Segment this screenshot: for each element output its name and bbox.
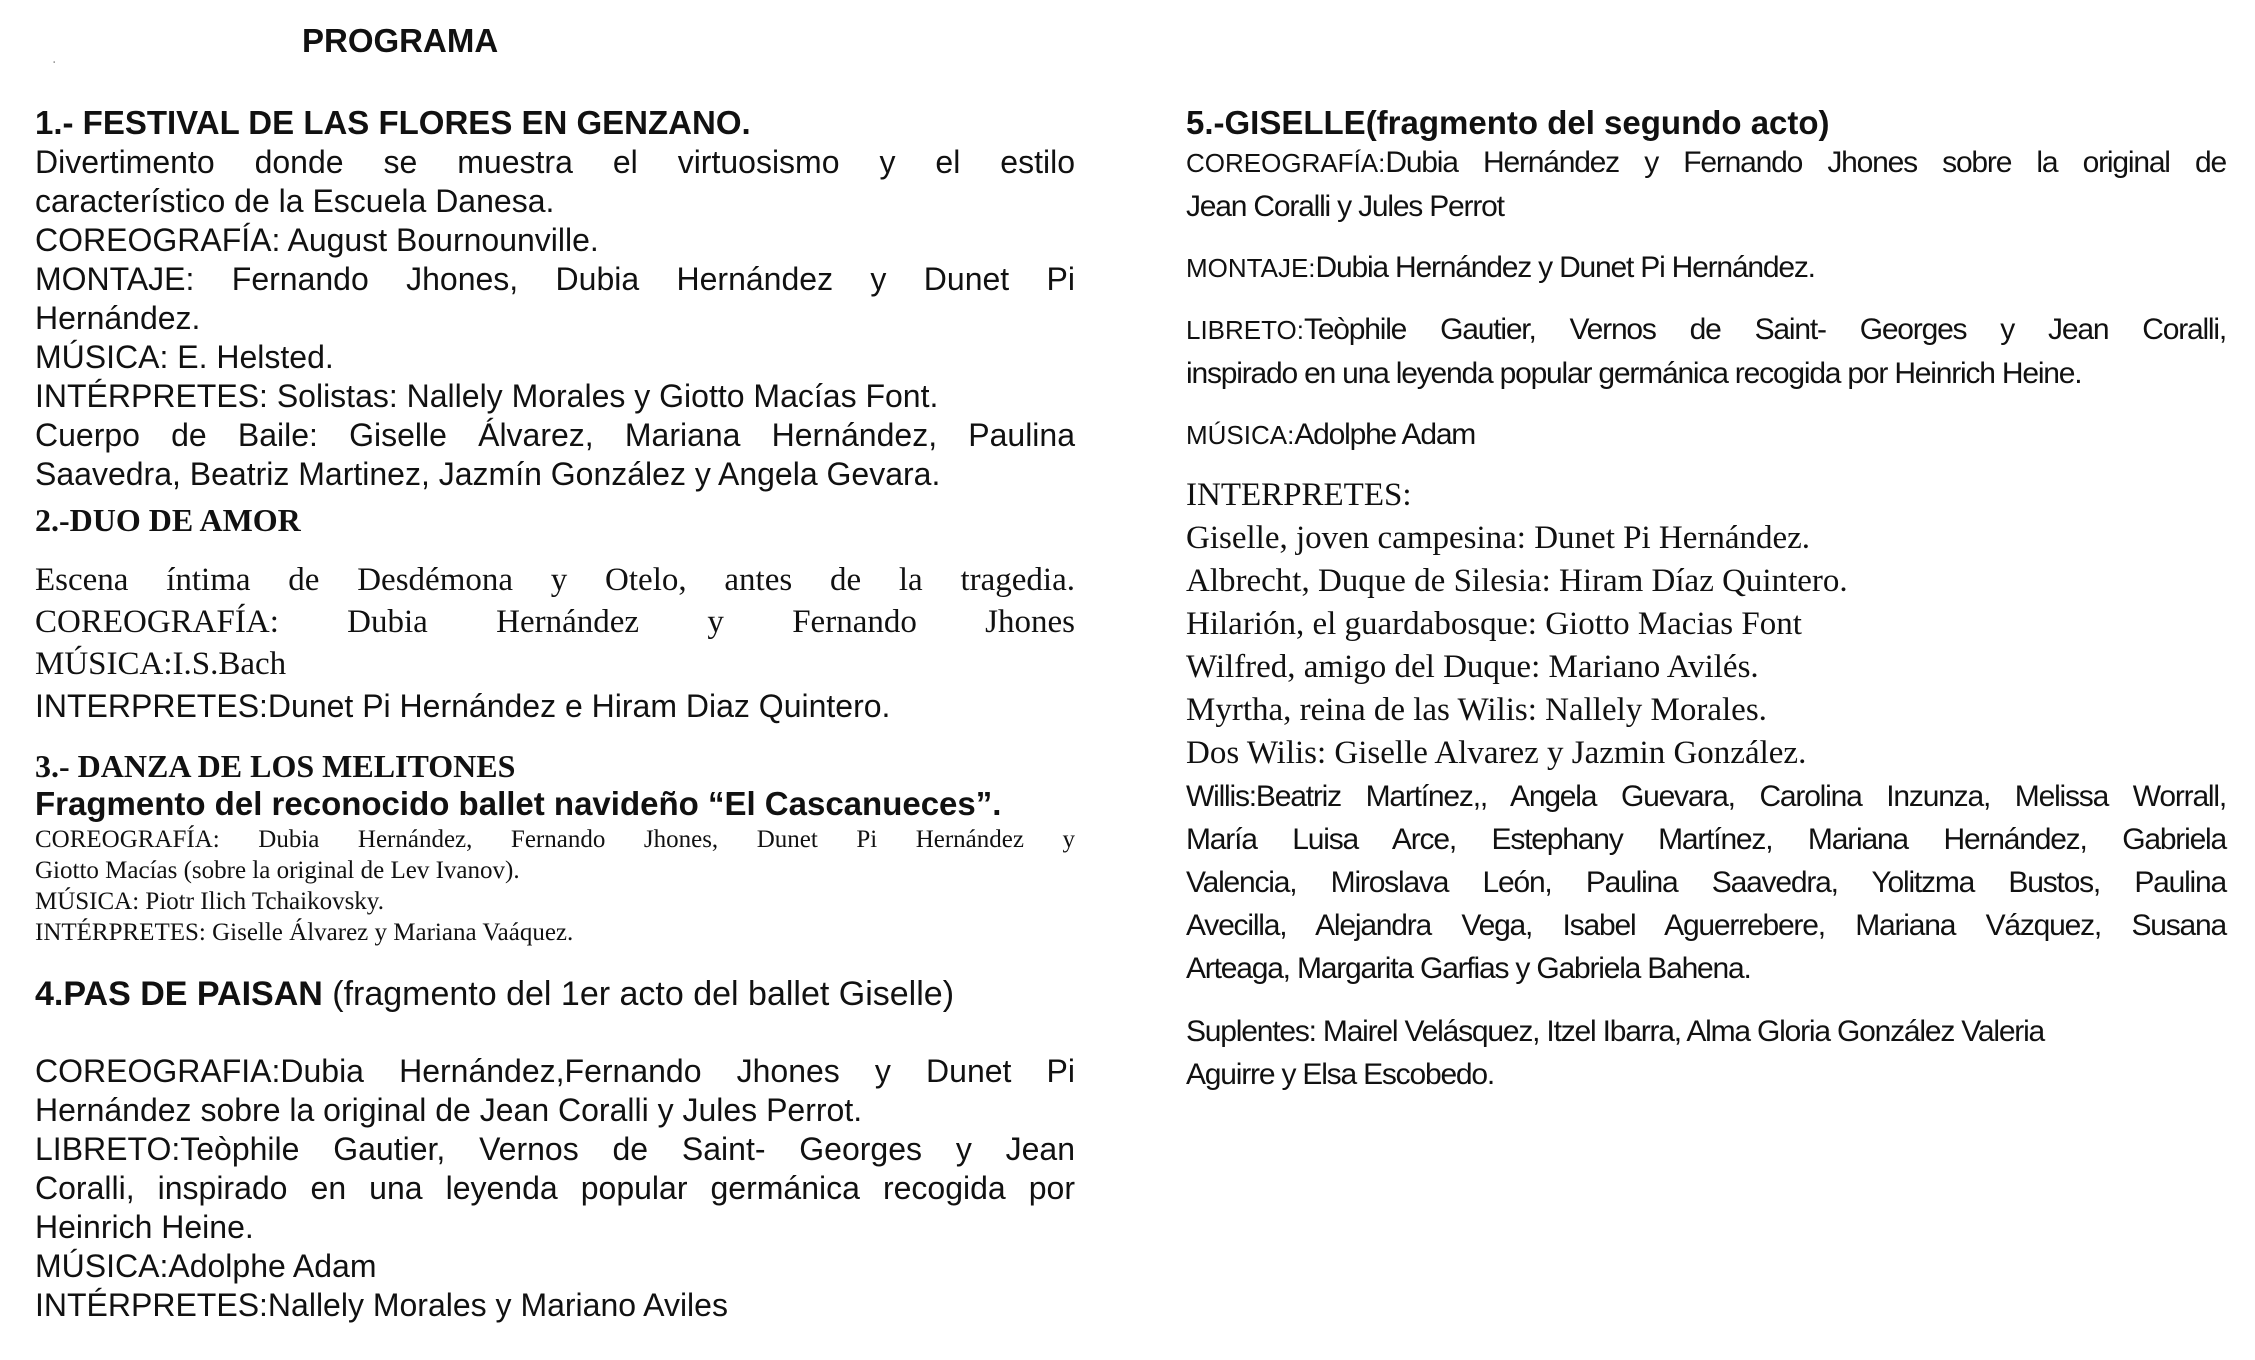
section-5-role-albrecht: Albrecht, Duque de Silesia: Hiram Díaz Quintero. [1186,563,1848,599]
section-4-interpretes: INTÉRPRETES:Nallely Morales y Mariano Aviles [35,1287,728,1323]
section-5-coreografia-text: Dubia Hernández y Fernando Jhones sobre la original de [1385,146,2226,179]
section-2-interpretes: INTERPRETES:Dunet Pi Hernández e Hiram Diaz Quintero. [35,688,891,724]
section-3-coreografia-line-1: COREOGRAFÍA: Dubia Hernández, Fernando Jhones, Dunet Pi Hernández y [35,826,1075,853]
section-5-willis-line-3: Valencia, Miroslava León, Paulina Saavedra, Yolitzma Bustos, Paulina [1186,866,2226,899]
section-2-title: 2.-DUO DE AMOR [35,502,301,538]
section-5-willis-line-5: Arteaga, Margarita Garfias y Gabriela Bahena. [1186,952,1751,985]
section-5-libreto [1186,308,2226,395]
section-5-coreografia-line-2: Jean Coralli y Jules Perrot [1186,190,1504,223]
section-5-libreto-text: Teòphile Gautier, Vernos de Saint- Georges y Jean Coralli, [1304,313,2226,346]
section-3-interpretes: INTÉRPRETES: Giselle Álvarez y Mariana Vaáquez. [35,919,574,946]
section-5-suplentes-line-2: Aguirre y Elsa Escobedo. [1186,1058,1495,1091]
section-5-willis [1186,775,2226,990]
section-3-subtitle: Fragmento del reconocido ballet navideño “El Cascanueces”. [35,785,1002,822]
section-1-montaje-line-2: Hernández. [35,300,201,336]
section-5-title: 5.-GISELLE(fragmento del segundo acto) [1186,104,1830,141]
section-1-description-line-2: característico de la Escuela Danesa. [35,183,555,219]
section-4-musica: MÚSICA:Adolphe Adam [35,1248,377,1284]
section-5-libreto-line-1 [1186,308,2226,352]
section-2-musica: MÚSICA:I.S.Bach [35,646,287,682]
section-5-coreografia-line-1 [1186,141,2226,185]
section-4-title-bold: 4.PAS DE PAISAN [35,975,323,1013]
section-5-suplentes [1186,1010,2226,1096]
section-5-interpretes [1186,474,2226,775]
section-5-role-giselle: Giselle, joven campesina: Dunet Pi Hernández. [1186,520,1811,556]
section-5-role-myrtha: Myrtha, reina de las Wilis: Nallely Morales. [1186,692,1767,728]
section-5-willis-line-2: María Luisa Arce, Estephany Martínez, Mariana Hernández, Gabriela [1186,823,2226,856]
section-2-description: Escena íntima de Desdémona y Otelo, antes de la tragedia. [35,562,1075,598]
section-4-title [35,973,1075,1015]
scan-speck: · [52,55,57,71]
section-4-coreografia-line-2: Hernández sobre la original de Jean Coralli y Jules Perrot. [35,1092,863,1128]
section-5-montaje-text: Dubia Hernández y Dunet Pi Hernández. [1315,251,1815,284]
section-4-coreografia-line-1: COREOGRAFIA:Dubia Hernández,Fernando Jhones y Dunet Pi [35,1053,1075,1089]
section-5-willis-line-1: Willis:Beatriz Martínez,, Angela Guevara, Carolina Inzunza, Melissa Worrall, [1186,780,2226,813]
section-1 [35,103,1075,494]
section-5-musica-text: Adolphe Adam [1294,418,1476,451]
section-4 [35,973,1075,1015]
section-4-libreto-line-1: LIBRETO:Teòphile Gautier, Vernos de Saint- Georges y Jean [35,1131,1075,1167]
section-1-montaje-line-1: MONTAJE: Fernando Jhones, Dubia Hernández y Dunet Pi [35,261,1075,297]
section-5-musica-line [1186,413,2226,457]
section-5-montaje [1186,246,2226,290]
section-4-libreto-line-2: Coralli, inspirado en una leyenda popular germánica recogida por [35,1170,1075,1206]
section-3-coreografia-line-2: Giotto Macías (sobre la original de Lev Ivanov). [35,857,520,884]
section-2 [35,500,1075,540]
section-5-suplentes-line-1: Suplentes: Mairel Velásquez, Itzel Ibarra, Alma Gloria González Valeria [1186,1015,2045,1048]
program-title: PROGRAMA [302,22,499,59]
section-3 [35,748,1075,948]
section-3-musica: MÚSICA: Piotr Ilich Tchaikovsky. [35,888,384,915]
section-5-role-wilfred: Wilfred, amigo del Duque: Mariano Avilés. [1186,649,1759,685]
section-1-cuerpo-line-1: Cuerpo de Baile: Giselle Álvarez, Mariana Hernández, Paulina [35,417,1075,453]
section-1-title: 1.- FESTIVAL DE LAS FLORES EN GENZANO. [35,104,751,141]
section-5-role-hilarion: Hilarión, el guardabosque: Giotto Macias Font [1186,606,1802,642]
section-3-title: 3.- DANZA DE LOS MELITONES [35,748,516,784]
section-5-interpretes-label: INTERPRETES: [1186,477,1412,513]
section-4-libreto-line-3: Heinrich Heine. [35,1209,254,1245]
section-5-montaje-line [1186,246,2226,290]
section-4-title-rest: (fragmento del 1er acto del ballet Giselle) [322,975,955,1013]
section-5-coreografia [1186,141,2226,228]
section-4-body [35,1052,1075,1325]
section-5-montaje-label: MONTAJE: [1186,253,1316,283]
section-5-willis-line-4: Avecilla, Alejandra Vega, Isabel Aguerrebere, Mariana Vázquez, Susana [1186,909,2226,942]
section-1-description-line-1: Divertimento donde se muestra el virtuosismo y el estilo [35,144,1075,180]
section-5-role-dos-wilis: Dos Wilis: Giselle Alvarez y Jazmin González. [1186,735,1807,771]
section-5-libreto-label: LIBRETO: [1186,315,1305,345]
section-5-coreografia-label: COREOGRAFÍA: [1186,148,1386,178]
section-5-title-block [1186,103,2226,143]
section-1-interpretes: INTÉRPRETES: Solistas: Nallely Morales y Giotto Macías Font. [35,378,939,414]
section-5-libreto-line-2: inspirado en una leyenda popular germánica recogida por Heinrich Heine. [1186,357,2082,390]
section-1-coreografia: COREOGRAFÍA: August Bournounville. [35,222,599,258]
section-5-musica [1186,413,2226,457]
section-2-body [35,559,1075,726]
section-1-cuerpo-line-2: Saavedra, Beatriz Martinez, Jazmín González y Angela Gevara. [35,456,941,492]
section-2-coreografia: COREOGRAFÍA: Dubia Hernández y Fernando Jhones [35,604,1075,640]
section-5-musica-label: MÚSICA: [1186,420,1295,450]
section-1-musica: MÚSICA: E. Helsted. [35,339,334,375]
